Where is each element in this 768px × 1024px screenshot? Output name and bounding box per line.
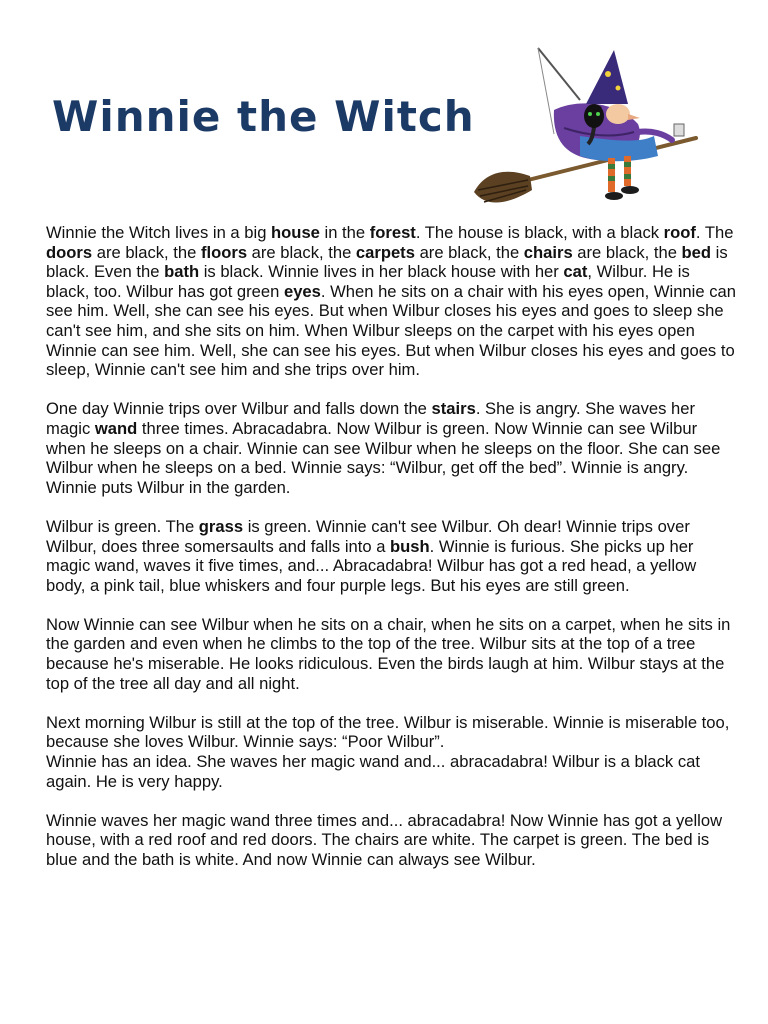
story-text-run: three times. Abracadabra. Now Wilbur is green. Now Winnie can see Wilbur when he sleeps on a chair. Winnie can see Wilbur when he sleeps on the floor. She can see Wilbur when he sleeps on a bed. Winnie says: “Wilbur, get off the bed”. Winnie is angry. Winnie puts Wilbur in the garden. (46, 418, 721, 497)
vocabulary-word: carpets (355, 242, 415, 262)
vocabulary-word: eyes (283, 281, 321, 301)
vocabulary-word: chairs (523, 242, 573, 262)
vocabulary-word: grass (198, 516, 244, 536)
story-paragraph (46, 811, 736, 870)
story-text-run: is black. Winnie lives in her black house with her (199, 262, 564, 282)
vocabulary-word: doors (46, 242, 93, 262)
story-text-run: is black. Even the (46, 242, 728, 282)
story-text-run: are black, the (572, 242, 682, 262)
vocabulary-word: stairs (431, 399, 476, 419)
story-paragraph (46, 223, 736, 380)
story-text (46, 223, 736, 889)
story-text-run: Next morning Wilbur is still at the top of the tree. Wilbur is miserable. Winnie is miserable too, because she loves Wilbur. Winnie says: “Poor Wilbur”. (46, 712, 730, 752)
vocabulary-word: floors (200, 242, 248, 262)
vocabulary-word: bath (164, 262, 200, 282)
page-title: Winnie the Witch (52, 92, 475, 141)
story-paragraph (46, 399, 736, 497)
story-text-run: are black, the (414, 242, 524, 262)
story-text-run: Winnie has an idea. She waves her magic wand and... abracadabra! Wilbur is a black cat again. He is very happy. (46, 752, 700, 791)
vocabulary-word: bush (390, 536, 430, 556)
story-paragraph (46, 517, 736, 595)
story-text-run: . When he sits on a chair with his eyes open, Winnie can see him. Well, she can see his eyes. But when Wilbur closes his eyes and goes to sleep she can't see him, and she sits on him. When Wilbur sleeps on the carpet with his eyes open Winnie can see him. Well, she can see his eyes. But when Wilbur closes his eyes and goes to sleep, Winnie can't see him and she trips over him. (46, 281, 736, 380)
story-text-run: Winnie the Witch lives in a big (46, 223, 272, 242)
vocabulary-word: wand (94, 418, 138, 438)
vocabulary-word: house (271, 223, 320, 242)
story-text-run: Wilbur is green. The (46, 516, 199, 536)
story-text-run: Now Winnie can see Wilbur when he sits on a chair, when he sits on a carpet, when he sits in the garden and even when he climbs to the top of the tree. Wilbur sits at the top of a tree because he's miserable. He looks ridiculous. Even the birds laugh at him. Wilbur stays at the top of the tree all day and all night. (46, 614, 731, 693)
story-text-run: , Wilbur. He is black, too. Wilbur has got green (46, 262, 690, 301)
vocabulary-word: cat (563, 262, 588, 282)
story-text-run: One day Winnie trips over Wilbur and falls down the (46, 399, 432, 419)
story-text-run: is green. Winnie can't see Wilbur. Oh dear! Winnie trips over Wilbur, does three somersaults and falls into a (46, 516, 690, 556)
witch-on-broomstick-illustration (468, 40, 704, 212)
story-text-run: . The house is black, with a black (415, 223, 664, 242)
story-text-run: . Winnie is furious. She picks up her magic wand, waves it five times, and... Abracadabra! Wilbur has got a red head, a yellow body, a pink tail, blue whiskers and four purple legs. But his eyes are still green. (46, 536, 697, 595)
vocabulary-word: bed (681, 242, 712, 262)
story-text-run: Winnie waves her magic wand three times and... abracadabra! Now Winnie has got a yellow house, with a red roof and red doors. The chairs are white. The carpet is green. The bed is blue and the bath is white. And now Winnie can always see Wilbur. (46, 810, 723, 869)
story-paragraph (46, 615, 736, 693)
story-text-run: are black, the (92, 242, 201, 262)
story-text-run: . The (695, 223, 734, 242)
vocabulary-word: roof (663, 223, 696, 242)
story-text-run: are black, the (247, 242, 356, 262)
story-text-run: . She is angry. She waves her magic (46, 399, 696, 438)
story-paragraph (46, 713, 736, 791)
story-text-run: in the (319, 223, 370, 242)
vocabulary-word: forest (369, 223, 416, 242)
